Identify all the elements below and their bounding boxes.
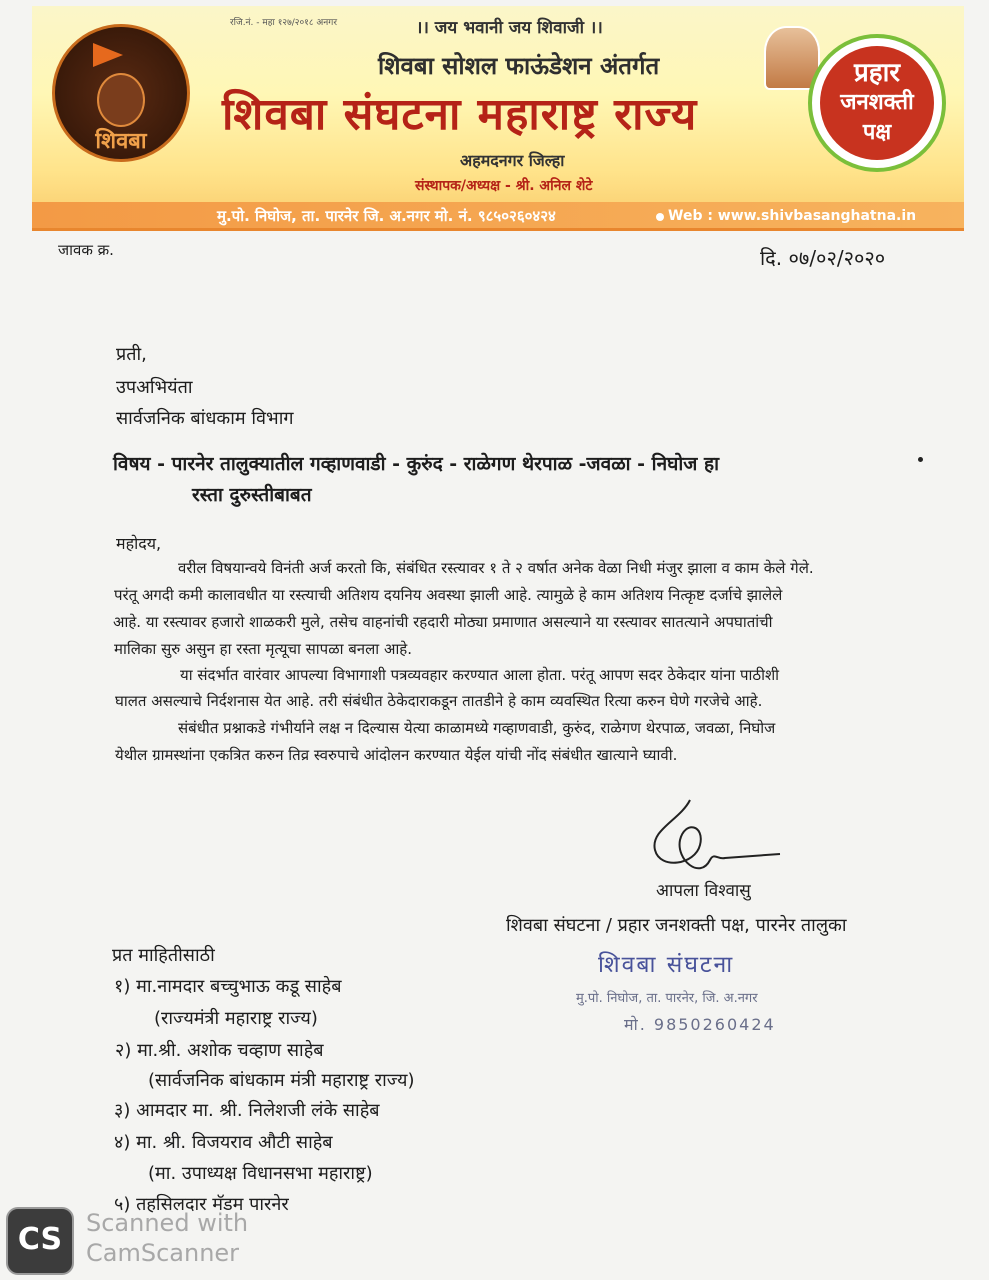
- body-line: मालिका सुरु असुन हा रस्ता मृत्यूचा सापळा बनला आहे.: [114, 640, 413, 658]
- shivba-logo: [52, 24, 190, 162]
- founder: संस्थापक/अध्यक्ष - श्री. अनिल शेटे: [415, 178, 593, 194]
- stamp-phone: मो. 9850260424: [624, 1015, 776, 1034]
- subject-line: विषय - पारनेर तालुक्यातील गव्हाणवाडी - कुरुंद - राळेगण थेरपाळ -जवळा - निघोज हा: [113, 453, 720, 475]
- body-line: घालत असल्याचे निर्दशनास येत आहे. तरी संबंधीत ठेकेदाराकडून तातडीने हे काम व्यवस्थित रित्या करुन घेणे गरजेचे आहे.: [115, 692, 763, 710]
- stamp-address: मु.पो. निघोज, ता. पारनेर, जि. अ.नगर: [576, 991, 758, 1006]
- watermark-line-2: CamScanner: [86, 1239, 240, 1267]
- cc-item: १) मा.नामदार बच्चुभाऊ कडू साहेब: [114, 976, 342, 997]
- recipient-line: प्रती,: [116, 344, 147, 365]
- watermark-line-1: Scanned with: [86, 1209, 249, 1237]
- recipient-line: उपअभियंता: [116, 377, 193, 398]
- bullet-icon: [656, 213, 664, 221]
- logo-left-text: शिवबा: [95, 129, 147, 154]
- website: Web : www.shivbasanghatna.in: [668, 208, 917, 224]
- prahar-logo: [808, 34, 946, 172]
- cc-item: ४) मा. श्री. विजयराव औटी साहेब: [114, 1132, 333, 1153]
- subject-line: रस्ता दुरुस्तीबाबत: [192, 484, 312, 506]
- cc-item: (सार्वजनिक बांधकाम मंत्री महाराष्ट्र राज्य): [148, 1070, 415, 1091]
- salutation: महोदय,: [116, 534, 162, 553]
- logo-right-line-3: पक्ष: [862, 120, 892, 145]
- camscanner-logo-icon: CS: [6, 1207, 74, 1275]
- contact-address: मु.पो. निघोज, ता. पारनेर जि. अ.नगर मो. नं. ९८५०२६०४२४: [217, 207, 556, 225]
- cc-item: ३) आमदार मा. श्री. निलेशजी लंके साहेब: [114, 1100, 380, 1121]
- body-line: परंतू अगदी कमी कालावधीत या रस्त्याची अतिशय दयनिय अवस्था झाली आहे. त्यामुळे हे काम अतिशय नित्कृष्ट दर्जाचे झालेले: [114, 586, 783, 604]
- signature: [640, 790, 790, 890]
- slogan: ।। जय भवानी जय शिवाजी ।।: [416, 18, 603, 38]
- body-line: संबंधीत प्रश्नाकडे गंभीर्याने लक्ष न दिल्यास येत्या काळामध्ये गव्हाणवाडी, कुरुंद, राळेगण थेरपाळ, जवळा, निघोज: [178, 719, 776, 737]
- dot-mark: [918, 457, 923, 462]
- signatory: शिवबा संघटना / प्रहार जनशक्ती पक्ष, पारनेर तालुका: [506, 915, 847, 936]
- foundation-name: शिवबा सोशल फाऊंडेशन अंतर्गत: [378, 52, 660, 80]
- logo-right-line-2: जनशक्ती: [840, 90, 914, 115]
- recipient-line: सार्वजनिक बांधकाम विभाग: [116, 408, 294, 429]
- letterhead: [32, 6, 964, 231]
- body-line: येथील ग्रामस्थांना एकत्रित करुन तिव्र स्वरुपाचे आंदोलन करण्यात येईल यांची नोंद संबंधीत खात्याने घ्यावी.: [115, 746, 678, 764]
- registration-number: रजि.नं. - महा १२७/२०१८ अनगर: [230, 18, 338, 28]
- cc-heading: प्रत माहितीसाठी: [112, 945, 215, 966]
- logo-right-line-1: प्रहार: [854, 58, 900, 88]
- cc-item: २) मा.श्री. अशोक चव्हाण साहेब: [115, 1040, 324, 1061]
- organization-name: शिवबा संघटना महाराष्ट्र राज्य: [222, 89, 698, 140]
- flag-icon: [93, 43, 123, 67]
- cc-item: (मा. उपाध्यक्ष विधानसभा महाराष्ट्र): [148, 1163, 373, 1184]
- body-line: आहे. या रस्त्यावर हजारो शाळकरी मुले, तसेच वाहनांची रहदारी मोठ्या प्रमाणात असल्याने या रस्त्यावर सातत्याने अपघातांची: [113, 613, 773, 631]
- reference-label: जावक क्र.: [58, 241, 114, 259]
- cc-item: (राज्यमंत्री महाराष्ट्र राज्य): [154, 1008, 318, 1029]
- district: अहमदनगर जिल्हा: [460, 151, 565, 170]
- body-line: वरील विषयान्वये विनंती अर्ज करतो कि, संबंधित रस्त्यावर १ ते २ वर्षात अनेक वेळा निधी मंजुर झाला व काम केले गेले.: [178, 559, 814, 577]
- portrait-icon: [97, 73, 145, 127]
- body-line: या संदर्भात वारंवार आपल्या विभागाशी पत्रव्यवहार करण्यात आला होता. परंतू आपण सदर ठेकेदार यांना पाठीशी: [180, 666, 780, 684]
- letter-date: दि. ०७/०२/२०२०: [760, 246, 886, 270]
- cc-item: ५) तहसिलदार मॅडम पारनेर: [114, 1194, 289, 1215]
- closing: आपला विश्वासु: [656, 881, 751, 901]
- stamp-name: शिवबा संघटना: [598, 952, 735, 978]
